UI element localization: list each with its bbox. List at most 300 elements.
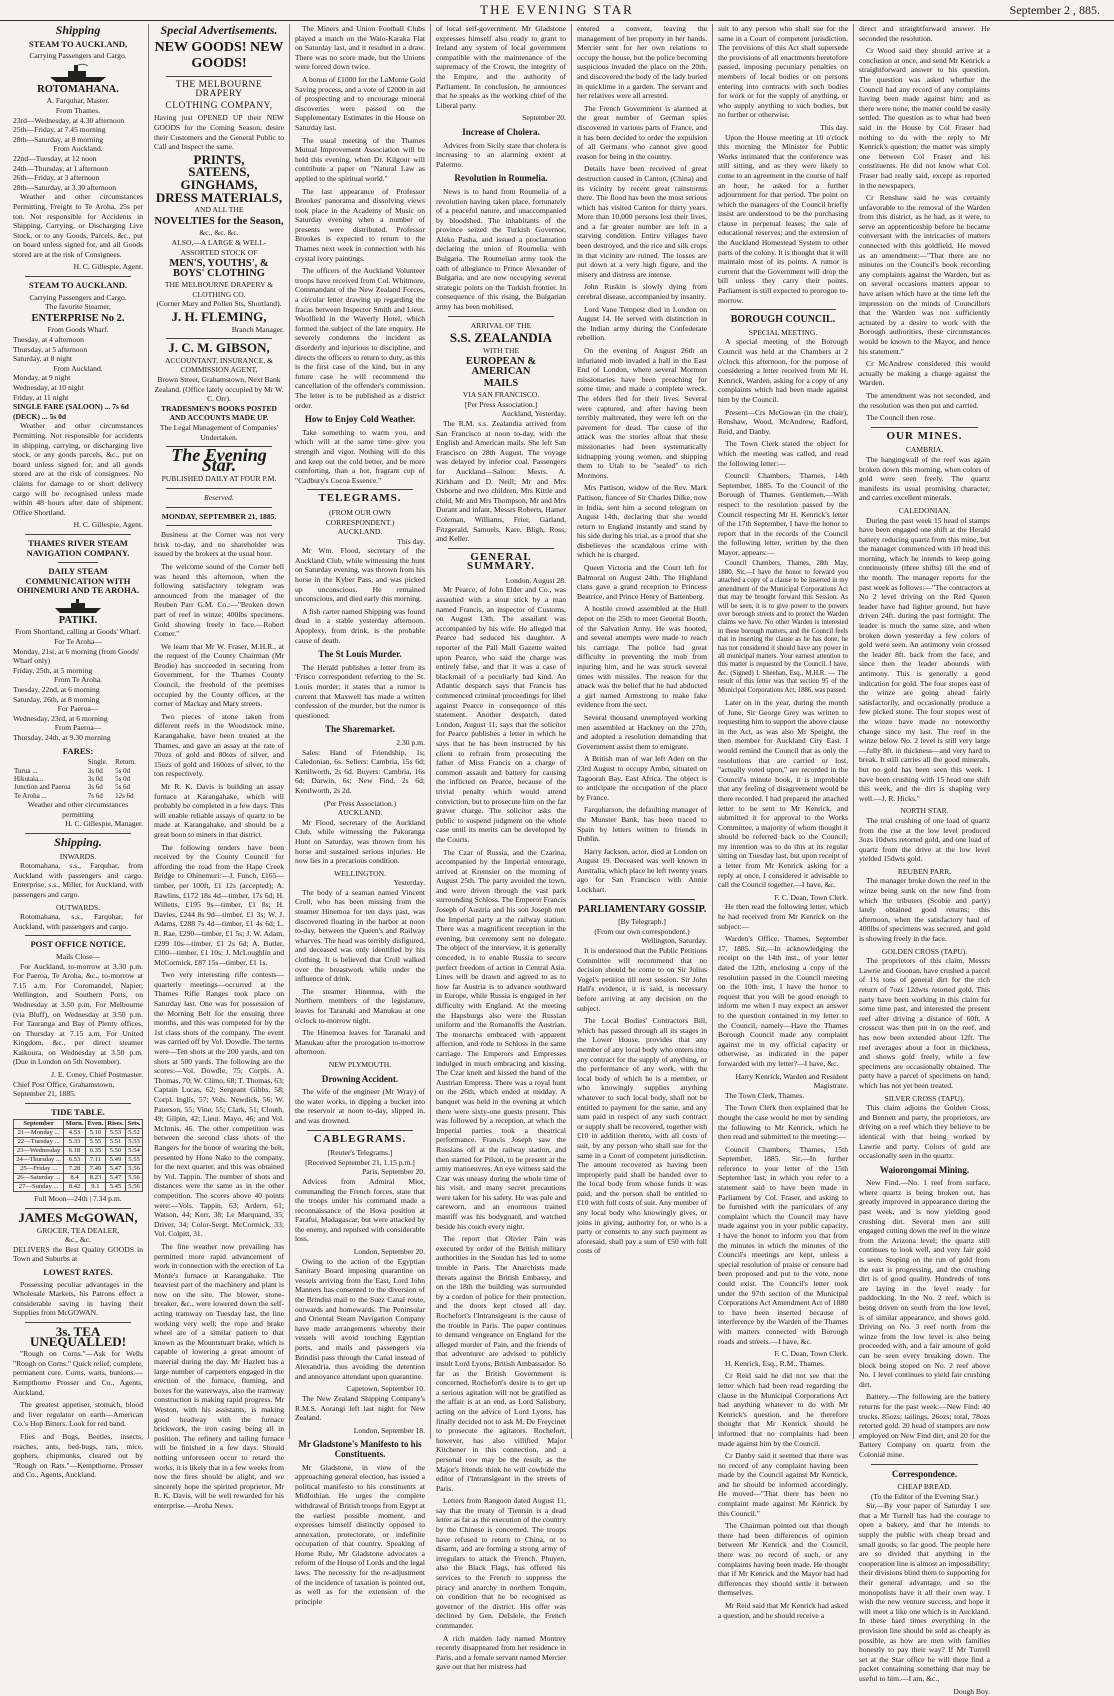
- tide-col-header: September: [14, 1120, 64, 1129]
- fares-cell: 3s 6d: [87, 783, 103, 792]
- divider: [166, 76, 272, 77]
- tide-row: [14, 1174, 143, 1183]
- tide-row: [14, 1183, 143, 1192]
- ad-company: CLOTHING COMPANY,: [165, 100, 273, 111]
- tide-cell: 5.51: [105, 1138, 125, 1147]
- ad-subheading: Carrying Passengers and Cargo.: [29, 292, 127, 302]
- divider: [307, 489, 413, 490]
- paragraph: The Local Bodies' Contractors Bill, which has passed through all its stages in the Lower House, provides that any member of any local body who enters into any contract for the supply of anything, or the performance of any work, with the local body of which he is a member, or who knowingly supplies anything whatever to such local body, shall not be entitled to payment for the same, and any sum paid in respect of any such contract or supply shall be recovered, together with £10 in addition thereto, with all costs of suit, by any person who shall sue for the same in a Court of competent jurisdiction. The amount recovered as having been improperly paid shall be handed over to the local body from whose funds it was paid, and the person shall be entitled to £10 with full costs of suit. Any member of any local body who knowingly gives, or joins in giving, authority for, or who is a party or consents to any such payment as aforesaid, shall pay a sum of £50 with full costs of: [577, 1016, 707, 1256]
- fares-cell: Turua ...: [14, 766, 38, 775]
- divider: [25, 833, 131, 834]
- paragraph: The manager broke down the reef in the winze being sunk on the new find from which the tributers (Scobie and party) lately obtained good returns; this afternoon, when the satisfactory haul of 400lbs of specimens was secured, and gold is showing freely in the face.: [859, 876, 990, 944]
- paragraph: Several thousand unemployed working men assembled at Hackney on the 27th, and adopted a resolution demanding that Government assist them to emigrate.: [577, 712, 707, 751]
- ad-company: THE MELBOURNE DRAPERY: [175, 79, 263, 100]
- byline: [Received September 21, 1.15 p.m.]: [305, 1157, 415, 1167]
- byline: (Per Press Association.): [323, 798, 397, 808]
- schedule-text: Monday, at 9 night Wednesday, at 10 night Friday, at 11 night: [13, 373, 84, 402]
- arrival-label: WITH THE: [482, 345, 520, 355]
- schedule-text: Thursday, 24th, at 9.30 morning: [13, 733, 111, 742]
- ad-connector: &c., &c. &c.: [199, 228, 239, 238]
- tide-col-header: Sets.: [127, 1120, 141, 1128]
- paragraph: Advices from Admiral Miot, commanding the French forces, state that the troops under his command made a reconnaissance of the Hova position at Farafui, Madagascar, but were attacked by the enemy, and repulsed with considerable loss.: [295, 1176, 425, 1244]
- tide-cell: 23—Wednesday: [14, 1147, 64, 1156]
- signature: F. C. Dean, Town Clerk.: [774, 892, 848, 902]
- paragraph: The hangingwall of the reef was again broken down this morning, when colors of gold were seen freely. The quartz manifests its usual promising character, and carries excellent minerals.: [859, 454, 990, 503]
- paragraph: Council Chambers, Thames, 14th September, 1885. To the Council of the Borough of Thames. Gentlemen,—With respect to the resolution passed by the Council respecting Mr H. Kenrick's letter of the 17th September, I have the honor to report that in the records of the Council the following letter, written by the then Mayor, appears:—: [718, 471, 848, 557]
- fares-col-header: Single.: [87, 758, 108, 767]
- section-heading: CABLEGRAMS.: [313, 1132, 407, 1145]
- paragraph: Take something to warm you, and which will at the same time give you strength and vigor. Nothing will do this and keep out the cold better, and be more comforting, than a hot, fragrant cup of "Cadbury's Cocoa Essence.": [295, 427, 425, 485]
- paragraph: The French Government is alarmed at the great number of German spies discovered in various parts of France, and it has been decided to order the expulsion of all Germans who cannot give good reason for being in the country.: [577, 103, 707, 161]
- divider: [25, 1322, 131, 1323]
- section-heading: TELEGRAMS.: [318, 492, 402, 505]
- section-heading: Shipping: [55, 23, 101, 37]
- reserved-note: Reserved.: [204, 492, 234, 502]
- section-heading: OUR MINES.: [886, 429, 963, 442]
- paragraph: A hostile crowd assembled at the Hull depot on the 25th to meet General Booth, of the Salvation Army. He was hooted, and several attempts were made to reach his carriage. The police had great difficulty in preventing the mob from injuring him, and he was struck several times with missiles. The reason for the attack was the belief that he had abducted a girl named Armstrong to make fake evidence from the sect.: [577, 604, 707, 710]
- schedule-text: 22nd—Tuesday, at 12 noon 24th—Thursday, at 1 afternoon 26th—Friday, at 3 afternoon 28th—Saturday, at 3.30 afternoon: [13, 153, 117, 192]
- fares-cell: Hikutaia...: [14, 775, 44, 783]
- divider: [25, 935, 131, 936]
- paragraph: DELIVERS the Best Quality GOODS in Town and Suburbs at: [13, 1244, 143, 1264]
- paragraph: The R.M. s.s. Zealandia arrived from San Francisco at noon to-day, with the English and American mails. She left San Francisco on 28th August. The voyage was delayed by inferior coal. Passengers for Auckland—Saloon: Mesrs. A. Kirkham and D. Neill; Mr and Mrs Osborne and two children, Mrs Kittle and child, Mr and Mrs Thompson, Mr and Mrs Durant and infant, Messrs Roberts, Hamer Coleman, Williams, Frier, Garland, Fitzgerald, Samuels, Kare, Bligh, Ross, and Keller.: [436, 418, 566, 544]
- tide-cell: 5.10: [85, 1129, 105, 1138]
- ad-heading: DAILY STEAM COMMUNICATION WITH OHINEMURI AND TE AROHA.: [16, 566, 140, 596]
- ad-item: PRINTS,: [193, 151, 245, 167]
- column-borough-council: [713, 24, 854, 1620]
- columns: [8, 23, 1108, 1696]
- section-heading: GENERAL SUMMARY.: [466, 550, 535, 573]
- paragraph: Two very interesting rifle contests—quarterly meetings—occurred at the Thames Rifle Ranges took place on Saturday last. One was for possession of the Morning Belt for the ensuing three months, and this was competed for by the 1st class shots of the company. The event was carried off by Vol. Dowdle. The terms were—Ten shots at the 200 yards, and ten shots at 500 yards. The following are the scores:—Vol. Dowdle, 75; Corpls. A. Thomas, 70; W. Climo, 68; T. Thomas, 63; Captain Lucas, 62; Sergeant Gibbs, 58; Corpl. Inglis, 57; Vols. Newdick, 56; W. Paterson, 55; Vine, 55; Clark, 51; Clouth, 49; Gilpin, 42; Lieut. Mayo, 46; and Vol. McInnis, 46. The other competition was between the second class shots of the Rangers for the honor of wearing the belt, presented by Hone Nako to the company, for the next quarter, and this was obtained by Vol. Tappin. The number of shots and distances were the same as in the other competition. The scores above 40 points were:—Vols. Tappin, 63; Ardern, 61; Watson, 44; Kerr, 38; Le Marquand, 35; Driver, 34; Color-Sergt. McCormick, 33; Vol. Colpitt, 31.: [154, 970, 284, 1239]
- arrival-route: VIA SAN FRANCISCO.: [462, 390, 540, 400]
- ad-address: (Corner Mary and Pollen Sts, Shortland).: [156, 299, 282, 309]
- ad-tagline: The favorite Steamer,: [45, 302, 111, 312]
- mine-heading: NORTH STAR.: [900, 806, 949, 816]
- paragraph: Upon the House meeting at 10 o'clock this morning the Minister for Public Works intimated that the conference was still sitting, and as they were likely to come to an agreement in the course of half an hour, he asked for a further adjournment for that period. The point on which the managers of the Council briefly insist are understood to be the purchasing clause in perpetual leases; the sale of educational reserves; and the extension of the Auckland Homestead System to other parts of the colony. It is thought that it will maintain most of its points. A rumor is current that the Government will drop the bill unless they carry their points. Parliament is still expected to prorogue to-morrow.: [718, 132, 848, 305]
- fares-cell: 5s 0d: [115, 775, 131, 783]
- subheading: How to Enjoy Cold Weather.: [304, 414, 416, 425]
- ad-heading: STEAM TO AUCKLAND.: [28, 280, 128, 291]
- paragraph: The wife of the engineer (Mr Wray) of the water works, in dipping a bucket into the reservoir at noon to-day, slipped in, and was drowned.: [295, 1087, 425, 1125]
- ship-name: ROTOMAHANA.: [37, 83, 119, 95]
- divider: [307, 1130, 413, 1131]
- place-heading: WELLINGTON.: [334, 868, 386, 878]
- tide-row: [14, 1138, 143, 1147]
- ad-item: MEN'S, YOUTHS', & BOYS' CLOTHING: [169, 258, 269, 279]
- section-heading: BOROUGH COUNCIL.: [730, 314, 836, 326]
- subheading: Drowning Accident.: [321, 1073, 399, 1084]
- schedule-label: For Paeroa—: [57, 704, 99, 714]
- dateline: London, September 18.: [353, 1425, 425, 1435]
- paragraph: A fish carter named Shipping was found dead in a stable yesterday afternoon. Apoplexy, from drink, is the probable cause of death.: [295, 606, 425, 645]
- paragraph: The Town Clerk, Thames.: [725, 1090, 805, 1100]
- tide-row: [14, 1147, 143, 1156]
- ad-notice: Weather and other circumstances permitting: [27, 800, 129, 819]
- masthead-date: September 2 , 885.: [1009, 3, 1100, 17]
- dateline: Auckland, Yesterday.: [501, 409, 566, 419]
- fares-row: [13, 775, 143, 783]
- tide-cell: 5.53: [105, 1129, 125, 1138]
- subheading: Mr Gladstone's Manifesto to his Constituents.: [298, 1439, 422, 1459]
- paper-subtitle: PUBLISHED DAILY AT FOUR P.M.: [161, 474, 277, 484]
- divider: [166, 507, 272, 508]
- paragraph: He then read the following letter, which he had received from Mr Kenrick on the subject:—: [718, 902, 848, 931]
- ship-name: PATIKI.: [58, 614, 98, 626]
- divider: [58, 562, 98, 563]
- fares-header-row: [13, 758, 143, 766]
- ad-heading: THAMES RIVER STEAM NAVIGATION COMPANY.: [26, 537, 130, 558]
- divider: [448, 548, 554, 549]
- tide-cell: 7.11: [85, 1156, 105, 1165]
- divider: [166, 338, 272, 339]
- paragraph: Letters from Rangoon dated August 11, say that the treaty of Tientsin is a dead letter as far as the execution of the country by the Chinese is concerned. The troops have refused to return to China, or to disarm, and are forming a strong army of irregulars to attack the French. Phuyen, also the Black Flags, has offered his services to the French to suppress the piracy and anarchy in northern Tonquin, on condition that he be recognised as governor of the district. His offer was declined by Gen. DeIslele, the French commander.: [436, 1496, 566, 1630]
- tide-cell: 5.47: [105, 1174, 125, 1183]
- paragraph: The Herald publishes a letter from its 'Frisco correspondent referring to the St. Louis murder; it states that a rumor is current that Maxwell has made a written confession of the murder, but the rumor is questioned.: [295, 662, 425, 720]
- paragraph: The Miners and Union Football Clubs played a match on the Waio-Karaka Flat on Saturday last, and it resulted in a draw. There was no score made, but the Unions were forced down twice.: [295, 24, 425, 72]
- place-heading: AUCKLAND.: [337, 808, 383, 818]
- schedule-text: Tuesday, at 4 afternoon Thursday, at 5 afternoon Saturday, at 8 night: [13, 335, 88, 364]
- paragraph: Mrs Pattison, widow of the Rev. Mark Pattison, fiancee of Sir Charles Dilke, now in India, sent him a second telegram on August 14th, declaring that she would return to England instantly and stand by his side during his trial, as a proof that she disbelieves the scandalous crime with which he is charged.: [577, 483, 707, 560]
- paragraph: We learn that Mr W. Fraser, M.H.R., at the request of the County Chairman (Mr Brodie) has succeeded in securing from Government, for the Thames County Council, the freehold of the premises occupied by the County offices, at the corner of Mackay and Mary streets.: [154, 641, 284, 709]
- tide-cell: 24—Thursday ...: [14, 1156, 64, 1165]
- ship-name: ENTERPRISE No 2.: [31, 312, 125, 324]
- paragraph: The report that Olivier Pain was executed by order of the British military authorities in the Soudan has led to some trouble in Paris. The Anarchists made threats against the British Embassy, and on the 18th the building was surrounded by a cordon of police for their protection, and the doors kept closed all day. Rochefort's l'Intransigeant is the cause of the trouble in Paris. The paper continues to demand vengeance on England for the alleged murder of Pain, and the friends of that adventurer are advised to publicly insult Lord Lyons, British Ambassador. So far as the British Government is concerned, Rochefort's desire is to get up a serious agitation will not be gratified as the affair is at an end, as Lord Salisbury, acting on the advice of Lord Lyons, has finally decided not to ask M. De Freycinet to prosecute the agitators. Rochefort, however, has also villified Major Kitchener in this connection, and a personal row may be the result, as the Major's friends think he will cowhide the editor of l'Intransigeant in the streets of Paris.: [436, 1234, 566, 1493]
- dateline: 2.30 p.m.: [396, 737, 425, 747]
- masthead: [0, 0, 1114, 21]
- paragraph: Mr Flood, secretary of the Auckland Club, while witnessing the Pakuranga Hunt on Saturday, was thrown from his horse and sustained serious injuries. He now lies in a precarious condition.: [295, 817, 425, 866]
- paragraph: Warden's Office, Thames, September 17, 1885. Sir,—In acknowledging the receipt on the 14th inst., of your letter dated the 12th, enclosing a copy of the resolution passed in the Council meeting on the 10th inst, I have the honor to request that you will be good enough to inform me when I may expect an answer to the question contained in my letter to the Council, namely—Have the Thames Borough Council made any complaint against me in my official capacity or otherwise, as indicated in the paper forwarded with my letter?—I have, &c.: [718, 934, 848, 1068]
- subheading: INWARDS.: [59, 851, 97, 861]
- section-heading: Correspondence.: [891, 1468, 958, 1479]
- ad-service: The Legal Management of Companies' Undertaken.: [159, 423, 279, 442]
- schedule-label: From Paeroa—: [54, 723, 102, 733]
- paragraph: Queen Victoria and the Court left for Balmoral on August 24th. The Highland clans gave a grand reception to Princess Beatrice, and Prince Henry of Battenberg.: [577, 563, 707, 601]
- ad-connector: ALSO,—A LARGE & WELL-ASSORTED STOCK OF: [171, 237, 267, 257]
- ad-subheading: From Shortland, calling at Goods' Wharf.: [15, 627, 141, 637]
- paragraph: A rich maiden lady named Montrey recently disappeared from her residence in Paris, and a female servant named Mercier gave out that her mistress had: [436, 1633, 566, 1672]
- ad-item: NOVELTIES for the Season,: [154, 215, 284, 227]
- tide-cell: 5.45: [105, 1183, 125, 1192]
- fares-cell: 7s 6d: [87, 791, 103, 800]
- paragraph: Cr Danby said it seemed that there was no record of any complaint having been made by the Council against Mr Kenrick, and he should be informed accordingly. He moved—"That there has been no complaint made against Mr Kenrick by this Council.": [718, 1451, 848, 1518]
- paragraph: The welcome sound of the Corner bell was heard this afternoon, when the following satisfactory telegram was announced from the manager of the Reuben Parr G.M. Co.:—"Broken down part of reef in winze; 400lbs specimens. Gold showing freely in face.—Robert Comer.": [154, 561, 284, 639]
- ad-trade: &c., &c.: [64, 1235, 92, 1245]
- schedule-label: From Thames.: [55, 105, 101, 115]
- paragraph: Farquharson, the defaulting manager of the Munster Bank, has been traced to Spain by letters written to friends in Dublin.: [577, 805, 707, 844]
- fares-col-header: [13, 758, 87, 766]
- dateline: Capetown, September 10.: [346, 1384, 425, 1394]
- paragraph: The officers of the Auckland Volunteer troops have received from Col. Whitmore, Commandant of the New Zealand Forces, a circular letter drawing up regarding the fracas between Inspector Smith and Lieut. Woolfield in the Waverly Hotel, which formed the subject of the late enquiry. He severely condemns the incident as disorderly and injurious to discipline, and directs the officers to return to duty, as this is the first case of the kind, but in any future case he will recommend the cancellation of the offender's commission. The letter is to be published as a district order.: [295, 266, 425, 410]
- tide-heading: TIDE TABLE.: [51, 1106, 105, 1117]
- paragraph: Mr Reid said that Mr Kenrick had asked a question, and he should receive a: [718, 1601, 848, 1620]
- schedule-label: From Goods Wharf.: [47, 325, 109, 335]
- tide-cell: 5.55: [126, 1156, 143, 1165]
- paragraph: On the evening of August 26th an infuriated mob invaded a hall in the East End of London, where several Mormon missionaries have been preaching for some time, and made a complete wreck. The elders fled for their lives. Several were captured, and after having been terribly maltreated, they were left on the pavement for dead. The cause of the attack was the stories afloat that these missionaries had been systematically kidnapping young women, and shipping them to Utah to be "sealed" to rich Mormons.: [577, 346, 707, 480]
- dateline: London, August 28.: [505, 575, 566, 585]
- paragraph: Rotomahana, s.s., Farquhar, from Auckland with passengers and cargo. Enterprise, s.s., Miller, for Auckland, with passengers and cargo.: [13, 861, 143, 899]
- tide-cell: 5.56: [126, 1165, 143, 1174]
- paragraph: Council Chambers, Thames, 28th May, 1880. Sir,—I have the honor to forward you attached a copy of a clause to be inserted in my amendment of the Municipal Corporations Act that may be brought forward this Session. As will be seen, it is to give power to the powers over borough streets and to protect the Warden claims we have. No other Warden is interested in these borough matters, and the Council feels that in inserting the clause as he has done, he has not considered it should have any power in all municipal matters. Your earnest attention to this matter is requested by the Council. I have, &c. (Signed) I. Sheehan, Esq., M.H.R. — The result of this letter was that section 95 of the Municipal Corporations Act, 1886, was passed.: [718, 560, 848, 694]
- divider: [25, 276, 131, 277]
- tide-cell: 5.53: [126, 1138, 143, 1147]
- paragraph: Harry Jackson, actor, died at London on August 19. Deceased was well known in Australia, which place he left twenty years ago for San Francisco with Annie Lockhart.: [577, 846, 707, 895]
- tide-cell: 5.52: [126, 1129, 143, 1138]
- paragraph: The trial crushing of one load of quartz from the rise at the low level produced 3ozs 10dwts retorted gold, and one load of quartz from the drive at the low level yielded 15dwts gold.: [859, 815, 990, 864]
- tide-cell: 25—Friday ...: [14, 1165, 64, 1174]
- dateline: London, September 20.: [353, 1247, 425, 1257]
- arrival-ship: S.S. ZEALANDIA: [449, 330, 553, 346]
- ad-service: TRADESMEN'S BOOKS POSTED AND ACCOUNTS MADE UP.: [160, 403, 278, 423]
- tide-cell: 9.1: [85, 1183, 105, 1192]
- arrival-mails: EUROPEAN & AMERICAN: [465, 356, 537, 377]
- masthead-title: THE EVENING STAR: [480, 2, 634, 17]
- fares-row: [13, 767, 143, 775]
- divider: [871, 1464, 978, 1465]
- paragraph: Later on in the year, during the month of June, Sir George Grey was written to requesting him to support the above clause in the Act, as was also Mr Speight, the then member for Auckland City East. I would remind the Council that as only the resolutions that are carried or lost, "actually voted upon," are recorded in the Council's minute book, it is improbable that any feeling of disagreement would be there recorded. I had prepared the attached letter to be sent to Mr Kenrick, and submitted it for approval to the Works Committee, a majority of whom thought it should be referred back to the Council; my intention was to do this at its regular sitting on Tuesday last, but upon receipt of a letter from Mr Kenrick asking for a reply at once, I considered it advisable to call the Council together.—I have, &c.: [718, 697, 848, 890]
- byline: [Reuter's Telegrams.]: [327, 1148, 393, 1158]
- paragraph: New Find.—No. 1 reef from surface, where quartz is being broken out, has greatly improved in appearance during the past week, and is now yielding good crushing dirt. Several men are still engaged cutting down the reef in the winze from the Arizona level; the quartz still continues to look well, and very fair gold is seen. Stoping on the run of gold from the east is progressing, and the crushing dirt is of good quality. Hundreds of tons are laying in the level ready for paddocking. In the No. 2 reef, which is being driven on south from the low level, is of similar appearance, and shows gold. Driving on No. 3 reef north from the winze from the low level is also being proceeded with, and a fair amount of gold can be seen every breaking down. The block being stoped on No. 2 reef above No. 1 level continues to yield fair crushing dirt.: [859, 1178, 990, 1389]
- schedule-text: Monday, 21st, at 6 morning (from Goods' Wharf only) Friday, 25th, at 5 morning: [13, 646, 140, 675]
- paragraph: News is to hand from Roumelia of a revolution having taken place, fortunately of a peaceful nature, and unaccompanied by bloodshed. The inhabitants of the province seized the Turkish Governor, Aleko Pasha, and issued a proclamation declaring the union of Roumelia with Bulgaria. The Roumelian army took the oath of allegiance to Prince Alexander of Bulgaria, and are now occupying several strategic points on the Turkish frontier. In consequence of this rising, the Bulgarian army has been mobilised.: [436, 186, 566, 312]
- paragraph: Two pieces of stone taken from different reefs in the Woodstock mine, Karangahake, have been treated at the Thames, and gave an assay at the rate of 70ozs of gold and 80ozs of silver, and 15ozs of gold and 160ozs of silver, to the ton respectively.: [154, 711, 284, 779]
- paragraph: Mr Pearce, of John Elder and Co., was assaulted with a stout stick by a man named Francis, an inspector of Customs, on August 13th. The assailant was accompanied by his wife. He alleged that Pearce had seduced his daughter. A reporter of the Pall Mall Gazette waited upon Pearce, who said the charge was entirely false, and that it was a case of blackmail of a peculiarly bad kind. An Atlantic despatch says that Francis has commenced criminal proceedings for libel against Pearce in consequence of this statement. Another despatch, dated London, August 11, says that the solicitor for Pearce publishes a letter in which he says that he has been instructed by his client to refrain from prosecuting the father of Miss Francis on a charge of common assault and battery for causing the inflicted on Pearce, because of the trivial penalty which would attend conviction, but to prosecute him on the far graver charge. The solicitor asks the public to suspend judgment on the whole case until its merits can be developed by the Courts.: [436, 585, 566, 844]
- paragraph: The Czar of Russia, and the Czarina, accompanied by the Imperial entourage, arrived at Kremsier on the morning of August 25th. The party avoided the town, and were driven through the vast park surrounding Schloss. The Emperor Francis Joseph of Austria and his son Joseph met the Imperial party at the railway station. There was a magnificent reception in the evening, but ceremony sent no delegate. The object of the interview, it is generally conceded, is to enable Russia to secure perfect freedom of action in Central Asia. Lines will be drawn and agreed to as to how far Austria is to advance southward in Europe, while Russia is engaged in her difficulty with England. At the meeting the Hapsburgs also were the Russian uniform and the Romanoffs the Austrian. The monarchs embraced with apparent affection, and rode to Schloss in the same carriage. The Emperors and Empresses indulged in much embracing and kissing. The Czar knelt and kissed the hand of the Austrian Empress. There was a royal hunt on the 26th, which ended at midday. A banquet was held in the evening at which there were sixty-one guests present. This was followed by a reception, at which the Imperial parties took a theatrical performance. Francis Joseph saw the Russians off at the railway station, and then started for Pilson, to be present at the army manoeuvres. An eye witness said the Czar was uneasy during the whole time of his visit, and many secret precautions were taken for his safety. He was pale and careworn, and an enormous trained mastiff was his bodyguard, and watched beside his couch every night.: [436, 847, 566, 1231]
- fares-table: [13, 758, 143, 800]
- schedule-text: Wednesday, 23rd, at 6 morning: [13, 713, 108, 723]
- paragraph: "Rough on Corns."—Ask for Wells "Rough on Corns." Quick relief, complete, permanent cure. Corns, warts, bunions.—Kempthorne Prosser and Co., Agents, Auckland.: [13, 1349, 143, 1397]
- divider: [589, 899, 695, 900]
- subheading: Revolution in Roumelia.: [454, 173, 548, 184]
- tide-cell: 6.35: [85, 1147, 105, 1156]
- paragraph: The Town Clerk then explained that he thought the case would be met by sending the following to Mr Kenrick, which he then read and submitted to the meeting:—: [718, 1103, 848, 1142]
- ad-name: J. H. FLEMING,: [171, 309, 267, 325]
- tide-cell: 6.53: [64, 1156, 86, 1165]
- paragraph: A special meeting of the Borough Council was held at the Chambers at 2 o'clock this afternoon, for the purpose of considering a letter received from Mr H. Kenrick, Warden, asking for a copy of any complaints which had been made against him by the Council.: [718, 337, 848, 404]
- ad-trade: GROCER, TEA DEALER,: [36, 1225, 120, 1235]
- schedule-label: For Te Aroha—: [54, 637, 102, 647]
- paragraph: Business at the Corner was not very brisk to-day, and no shareholder was issued by the brokers at the usual hour.: [154, 530, 284, 559]
- tide-cell: 5.54: [126, 1147, 143, 1156]
- fares-cell: 5s 6d: [115, 783, 131, 792]
- paragraph: entered a convent, leaving the management of her property in her hands. Mercier sent for her own relations to occupy the house, but the police becoming suspicious invaded the place on the 20th, and discovered the body of the lady buried in quicklime in a garden. The servant and her relatives were all arrested.: [577, 24, 707, 101]
- paragraph: For Auckland, to-morrow at 3.30 p.m. For Paeroa, Te Aroha, &c., to-morrow at 7.15 a.m. For Coromandel, Napier, Wellington, and Southern Ports, on Wednesday at 3.50 p.m. For Melbourne (via Bluff), on Wednesday at 3.50 p.m. For Tauranga and Bay of Plenty offices, on Thursday at 7.15 a.m. For United Kingdom, &c., per direct steamer Kaikoura, on Wednesday at 3.50 p.m. (Due in London on 5th November).: [13, 961, 143, 1067]
- steamship-icon: [13, 63, 143, 83]
- ad-item: DRESS MATERIALS,: [155, 189, 283, 205]
- tide-row: [14, 1165, 143, 1174]
- divider: [25, 1208, 131, 1209]
- divider: [871, 427, 978, 428]
- post-office-line: Chief Post Office, Grahamstown, September 21, 1885.: [13, 1079, 115, 1099]
- paragraph: Having just OPENED UP their NEW GOODS for the Coming Season, desire their Customers and the General Public to Call and Inspect the same.: [154, 113, 284, 152]
- paragraph: The fine weather now prevailing has permitted more rapid advancement of work in connection with the erection of La Monte's furnace at Karangahake. The heaviest part of the machinery and plant is now on the site. The blower, stone-breaker, &c., were lowered down the self-acting tramway on Tuesday last, the line working very well; the rope and brake wheel are of a similar pattern to that known as the Mountstuart brake, which is capable of lowering a great amount of material during the day. Mr Hazlett has a large number of carpenters engaged in the erection of the furnace, fluming, and boxes for the waterways, also the tramway construction is making rapid progress. Mr Weston, with his assistants, is making good headway with the furnace brickwork, the iron casing being all in position. The refinery and tailing furnace will be finished in a few days. Should nothing unforeseen occur to retard the works, it is likely that in a few weeks from now the fires should be alight, and we sincerely hope the spirited proprietor, Mr R. K. Davis, will be well rewarded for his enterprise.—Aroha News.: [154, 1241, 284, 1510]
- paragraph: The Town Clerk stated the object for which the meeting was called, and read the following letter:—: [718, 439, 848, 468]
- fares-col-header: Return.: [115, 758, 136, 767]
- tide-cell: 5.56: [126, 1174, 143, 1183]
- fares-heading: FARES:: [62, 745, 94, 756]
- paragraph: Cr Renshaw said he was certainly unfavorable to the removal of the Warden from this district, as he had, as it were, to serve an apprenticeship before he became conversant with the intricacies of matters connected with this goldfield. He moved as an amendment:—"That there are no minutes on the Council's book recording any complaints against the Warden, but as on several occasions matters appear to have arisen which have at the time left the impression on the minds of Councillors that the Warden was not sufficiently actuated by a desire to work with the Borough authorities, these circumstances would be known to the Mayor, and hence his statement.": [859, 193, 990, 356]
- paragraph: The New Zealand Shipping Company's R.M.S. Aorangi left last night for New Zealand.: [295, 1393, 425, 1423]
- divider: [730, 309, 836, 310]
- byline: (FROM OUR OWN CORRESPONDENT.): [325, 507, 395, 527]
- schedule-text: 23rd—Wednesday, at 4.30 afternoon 25th—Friday, at 7.45 morning 28th—Saturday, at 8 morning: [13, 115, 125, 144]
- tide-row: [14, 1156, 143, 1165]
- paragraph: A British man of war left Aden on the 23rd August to occupy Ambo, situated on Tagoorah Bay, East Africa. The object is to anticipate the occupation of the place by France.: [577, 754, 707, 802]
- tide-cell: 6.18: [64, 1147, 86, 1156]
- ad-headline: NEW GOODS! NEW GOODS!: [154, 39, 284, 71]
- subheading: Increase of Cholera.: [462, 126, 540, 137]
- paragraph: The usual meeting of the Thames Mutual Improvement Association will be held this evening, when Dr. Kilgour will contribute a paper on "Natural Law as applied to the spiritual world.": [295, 135, 425, 183]
- ad-price: LOWEST RATES.: [43, 1267, 113, 1277]
- tide-header-row: [14, 1120, 143, 1129]
- paragraph: The steamer Hinemoa, with the Northern members of the legislature, leaves for Taranaki and Manukau at one o'clock to-morrow night.: [295, 986, 425, 1025]
- tide-row: [14, 1129, 143, 1138]
- paragraph: This claim adjoins the Golden Cross, and Bennett and party, the proprietors, are driving on a reef which they believe to be identical with that being worked by Lawrie and party. Colors of gold are occasionally seen in the quartz.: [859, 1103, 990, 1161]
- subheading: Mails Close—: [55, 951, 101, 961]
- ad-company: THE MELBOURNE DRAPERY & CLOTHING CO.: [164, 280, 274, 299]
- subheading: The St Louis Murder.: [318, 649, 402, 660]
- tide-cell: 5.55: [85, 1138, 105, 1147]
- paragraph: Cr Reid said he did not see that the letter which had been read regarding the clause in the Municipal Corporations Act had anything whatever to do with Mr Kenrick's question, and he therefore thought that Mr Kenrick should be informed that no complaints had been made against him by the Council.: [718, 1371, 848, 1448]
- subheading: The Sharemarket.: [325, 724, 395, 735]
- ad-title: Branch Manager.: [231, 324, 284, 334]
- mine-heading: CALEDONIAN.: [898, 505, 951, 515]
- ad-heading: POST OFFICE NOTICE.: [30, 939, 126, 950]
- paragraph: John Ruskin is slowly dying from cerebral disease, accompanied by insanity.: [577, 282, 707, 302]
- signature: F. C. Dean, Town Clerk.: [774, 1349, 848, 1359]
- paragraph: Lord Vane Tempest died in London on August 14. He served with distinction in the Indian army during the Confederate rebellion.: [577, 304, 707, 343]
- tide-cell: 22—Tuesday ...: [14, 1138, 64, 1147]
- schedule-label: From Auckland.: [53, 363, 103, 373]
- dateline: Wellington, Saturday.: [641, 936, 707, 946]
- schedule-text: Tuesday, 22nd, at 6 morning Saturday, 26th, at 8 morning: [13, 685, 100, 704]
- fares-row: [13, 783, 143, 791]
- tea-heading: 3s. TEA UNEQUALLED!: [29, 1323, 127, 1349]
- column-news-parliament: [572, 24, 713, 1439]
- tide-cell: 8.4: [64, 1174, 86, 1183]
- tide-cell: 5.50: [105, 1147, 125, 1156]
- subheading: OUTWARDS.: [55, 902, 101, 912]
- divider: [448, 316, 554, 317]
- paragraph: The Council then rose.: [866, 413, 936, 423]
- paragraph: Possessing peculiar advantages in the Wholesale Markets, his Patrons effect a considerable saving in having their Supplies from McGOWAN.: [13, 1279, 143, 1318]
- letter-heading: CHEAP BREAD.: [897, 1482, 952, 1492]
- column-advertisements: [149, 23, 290, 1510]
- tide-cell: 7.28: [64, 1165, 86, 1174]
- dateline: Paris, September 20.: [362, 1167, 425, 1177]
- fares-cell: 12s 6d: [115, 791, 134, 800]
- paragraph: Sales: Hand of Friendship, 1s; Caledonian, 6s. Sellers: Cambria, 15s 6d; Kenilworth, 2s 6d. Buyers: Cambria, 16s 6d; Darwin, 6s; New Find, 2s 6d; Kenilworth, 2s 2d.: [295, 747, 425, 795]
- divider: [166, 488, 272, 489]
- paragraph: suit to any person who shall sue for the same in a Court of competent jurisdiction. The provisions of this Act shall supersede the provisions of all enactments heretofore passed, imposing pecuniary penalties on members of local bodies or on persons entering into contracts with such bodies for work or for the supply of anything, or who supply anything to such bodies, but no further or otherwise.: [718, 24, 848, 120]
- paragraph: The last appearance of Professor Brookes' panorama and dissolving views took place in the Academy of Music on Saturday evening when a number of presents were distributed. Professor Brookes is expected to return to the Thames next week in connection with his crystal ivory paintings.: [295, 186, 425, 263]
- place-heading: NEW PLYMOUTH.: [328, 1059, 392, 1069]
- paragraph: Cr McAndrew considered this would actually be making a charge against the Warden.: [859, 359, 990, 388]
- ad-item: SATEENS,: [188, 164, 250, 180]
- byline: (From our own correspondent.): [594, 926, 690, 936]
- paragraph: Rotomahana, s.s., Farquhar, for Auckland, with passengers and cargo.: [13, 912, 143, 931]
- paragraph: The amendment was not seconded, and the resolution was then put and carried.: [859, 390, 990, 410]
- tide-table: [13, 1119, 143, 1192]
- paragraph: The greatest appetiser, stomach, blood and liver regulator on earth—American Co.'s Hop Bitters. Look for red band.: [13, 1400, 143, 1429]
- tide-cell: 5.49: [105, 1156, 125, 1165]
- arrival-label: ARRIVAL OF THE: [470, 320, 532, 330]
- section-heading: Shipping.: [54, 835, 102, 849]
- tide-cell: 4.53: [64, 1129, 86, 1138]
- mine-heading: GOLDEN CROSS (TAPU).: [881, 946, 968, 956]
- paragraph: Advices from Sicily state that cholera is increasing to an alarming extent at Palermo.: [436, 140, 566, 169]
- ad-notice: Weather and other circumstances Permitting. Not responsible for accidents in shipping, carrying, or discharging live stock, or any goods parcels, &c., put on board unless signed for, and all goods stored are at the risk of consignees. No claims for damage to or short delivery cargo will be recognised unless made within 48 hours after date of shipment. Office Shortland.: [13, 421, 143, 517]
- column-shipping: [8, 23, 149, 1480]
- fares-cell: 5s 0d: [115, 766, 131, 775]
- mine-heading: REUBEN PARR.: [897, 866, 952, 876]
- ad-name: JAMES McGOWAN,: [18, 1210, 138, 1226]
- tide-cell: 5.47: [105, 1165, 125, 1174]
- subheading: SPECIAL MEETING.: [748, 327, 818, 337]
- paragraph: The following tenders have been received by the County Council for affording the road from the Hape Creek Bridge to Ohinemuri:—J. Funch, £165—timber, per 100ft, £1 12s (accepted); A. Rawlins, £172 18s 4d—timber, 17s 6d; H. Willetts, £195 9s—timber, £1 8s; H. Davies, £244 8s 9d—timber, £1 3s; W. J. Adams, £288 7s 4d—timber, £1 4s 6d; L. R. Rae, £290—timber, £1 5s; J. W. Adam, £299 10s—timber, £1 2s 6d; A. Butler, £300—timber, £1 10s; J. McLoughlin and McCormick, £87 15s—timber, £1 1s.: [154, 842, 284, 967]
- dateline: MONDAY, SEPTEMBER 21, 1885.: [161, 511, 277, 521]
- schedule-label: From Te Aroha.: [53, 675, 103, 685]
- dateline: Yesterday.: [393, 878, 425, 888]
- arrival-mails: MAILS: [483, 377, 519, 389]
- byline: (To the Editor of the Evening Star.): [870, 1491, 979, 1501]
- paragraph: The body of a seaman named Vincent Croll, who has been missing from the steamer Hinemoa for ten days past, was discovered floating in the harbor at noon to-day, between the Queen's and Railway wharves. The head was terribly disfigured, and deceased was only identified by his clothing. It is believed that Croll walked over the breastwork while under the influence of drink.: [295, 887, 425, 984]
- paragraph: H. Kenrick, Esq., R.M., Thames.: [725, 1358, 825, 1368]
- paragraph: The Chairman pointed out that though there had been differences of opinion between Mr Kenrick and the Council, there was no record of such, or any complaints having been made. He thought that if Mr Kenrick and the Mayor had had differences they should settle it between themselves.: [718, 1521, 848, 1598]
- tide-note: Full Moon—24th | 7.34 p.m.: [34, 1194, 122, 1204]
- paragraph: The proprietors of this claim, Messrs Lawrie and Goonan, have crushed a parcel of 1¼ tons of general dirt for the rich return of 7ozs 12dwts retorted gold. This party have been working in this claim for some time past, and interested the present reef after driving a distance of 60ft. A crosscut was then put in on the reef, and has now been extended about 12ft. The reef averages about a foot in thickness, and shows gold freely, while a few specimens are occasionally obtained. The party have a parcel of specimens on hand, which has not yet been treated.: [859, 956, 990, 1090]
- paragraph: It is understood that the Public Petitions Committee will recommend that no decision should be come to on Sir Julius Vogel's petition till next session. Sir John Hall's evidence, it is said, is necessary before arriving at any decision on the subject.: [577, 946, 707, 1013]
- tide-col-header: Morn.: [64, 1120, 86, 1129]
- paragraph: Battery.—The following are the battery returns for the past week:—New Find: 40 trucks, 85ozs; tailings, 26ozs; total, 78ozs retorted gold. 20 head of stampers are now employed on New Find dirt, and 20 for the Battery Company on quartz from the Colonial mine.: [859, 1392, 990, 1459]
- ad-trade: ACCOUNTANT, INSURANCE, & COMMISSION AGENT,: [164, 355, 274, 375]
- ad-address: Brown Street, Grahamstown, Next Bank Zealand. (Office lately occupied by Mr W. C. Orr).: [154, 375, 284, 404]
- paragraph: Cr Wood said they should arrive at a conclusion at once, and send Mr Kenrick a straightforward answer to his question. The question was asked whether the Council had any record of any complaints having been made against him; and as there were none, the matter could be easily settled. The question as to what had been said in the House by Col Fraser had nothing to do with the reply to Mr Kenrick's question; the matter was simply one between Col Fraser and his constituents. He did not know what Col. Fraser had really said, except as reported in the newspapers.: [859, 46, 990, 190]
- ad-item: GINGHAMS,: [180, 176, 258, 192]
- tide-cell: 26—Saturday ...: [14, 1174, 64, 1183]
- paragraph: Flies and Bugs, Beetles, insects, roaches, ants, bed-bugs, rats, mice, gophers, chipmunks, cleared out by "Rough on Rats."—Kempthorne, Prosser and Co., Agents, Auckland.: [13, 1431, 143, 1480]
- ad-subheading: Carrying Passengers and Cargo.: [29, 51, 127, 61]
- tide-cell: 8.42: [64, 1183, 86, 1192]
- divider: [25, 1103, 131, 1104]
- postmaster: J. E. Coney, Chief Postmaster.: [51, 1070, 143, 1080]
- tide-cell: 5.33: [64, 1138, 86, 1147]
- schedule-label: From Auckland.: [53, 144, 103, 154]
- section-heading: Special Advertisements.: [160, 23, 278, 37]
- paragraph: Mr Wm. Flood, secretary of the Auckland Club, while witnessing the hunt on Saturday evening, was thrown from his horse in the Kyber Pass, and was picked up unconscious. He remained unconscious, and died early this morning.: [295, 546, 425, 604]
- ad-name: J. C. M. GIBSON,: [168, 340, 270, 356]
- mine-heading: SILVER CROSS (TAPU).: [884, 1093, 965, 1103]
- divider: [25, 534, 131, 535]
- section-heading: PARLIAMENTARY GOSSIP.: [577, 903, 707, 915]
- fare-text: SINGLE FARE (SALOON) ... 7s 6d (DECK) ... 5s 0d: [13, 402, 129, 421]
- ad-agent: H. C. Gillespie, Agent.: [73, 520, 143, 530]
- paragraph: direct and straightforward answer. He seconded the resolution.: [859, 24, 990, 43]
- column-mines: [854, 24, 995, 1696]
- paragraph: A bonus of £1000 for the LaMonte Gold Saving process, and a vote of £2000 in aid of prospecting and to encourage mineral discoveries were passed on the Supplementary Estimates in the House on Saturday last.: [295, 74, 425, 132]
- ad-agent: H. C. Gillespie, Manager.: [65, 819, 143, 829]
- signature: Dough Boy.: [953, 1686, 990, 1696]
- paragraph: of local self-government. Mr Gladstone expresses himself also ready to grant to Ireland any system of local government compatible with the maintenance of the supremacy of the Crown, the integrity of the Empire, and the authority of Parliament. In conclusion, he announces that he speaks as the working chief of the Liberal party.: [436, 24, 566, 110]
- steamship-icon: [13, 598, 143, 614]
- tide-cell: 27—Sunday ...: [14, 1183, 64, 1192]
- mine-heading: CAMBRIA.: [905, 445, 944, 455]
- fares-cell: Te Aroha ...: [14, 791, 47, 800]
- paragraph: The Hinemoa leaves for Taranaki and Manukau after the prorogation to-morrow afternoon.: [295, 1028, 425, 1057]
- paragraph: Sir,—By your paper of Saturday I see that a Mr Turrell has had the courage to open a bakery, and that he intends to supply the public with cheap bread and small goods; so far good. The people here are so divided that anything in the cooperation line is almost an impossibility; their divisions blind them to supporting for their general advantage, and so the monopolists have it all their own way. I wish the new venture success, and hope it will meet a like one which is in Auckland. In these hard times everything in the provision line should be sold as cheaply as possible, as how are men with families honestly to pay their way? If Mr Turrell set at the Star office he will there find a packet containing something that may be useful to him.—I am, &c.,: [859, 1501, 990, 1683]
- tide-col-header: Even.: [87, 1120, 104, 1128]
- byline: [Per Press Association.]: [464, 399, 538, 409]
- paragraph: Mr Gladstone, in view of the approaching general election, has issued a political manifesto to his constituents at Midlothian. He urges the complete withdrawal of British troops from Egypt at the earliest possible moment, and expresses himself distinctly opposed to annexation, protectorate, or indefinite occupation of that country. Speaking of Home Rule, Mr Gladstone advocates a reform of the House of Lords and the legal laws. The necessity for the re-adjustment of the incidence of taxation is pointed out, as well as for the extension of the principle: [295, 1462, 425, 1606]
